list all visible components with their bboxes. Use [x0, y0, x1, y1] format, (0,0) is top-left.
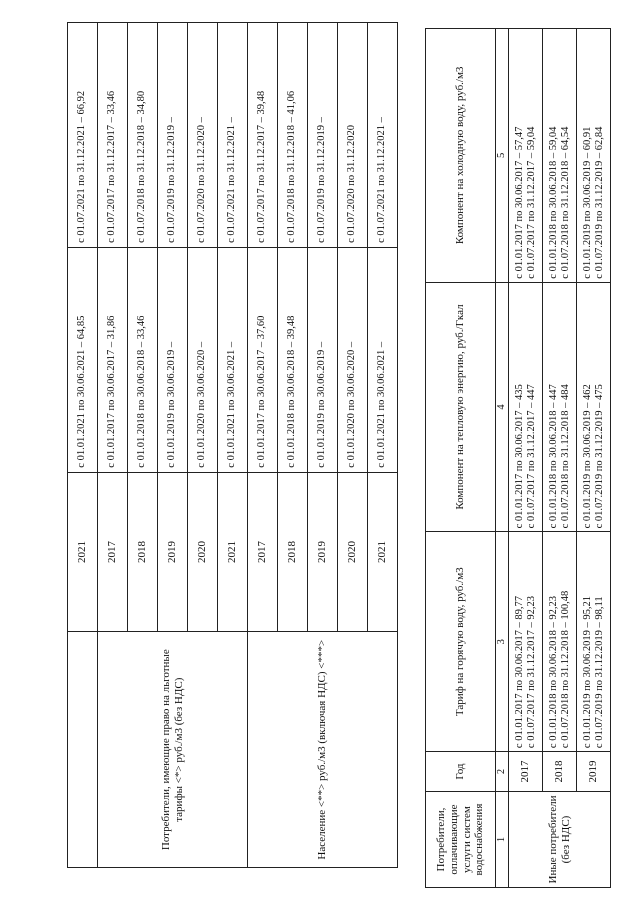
value-second-half: с 01.07.2018 по 31.12.2018 – 100,48: [559, 590, 571, 749]
header-year: Год: [426, 752, 496, 792]
table-row: [509, 29, 543, 888]
heat-cell: [577, 282, 611, 532]
value-second-half: с 01.07.2018 по 31.12.2018 – 484: [559, 384, 571, 529]
table-row: [248, 23, 278, 868]
year-cell: 2019: [308, 472, 338, 632]
group-label-other-consumers: Иные потребители (без НДС): [509, 792, 611, 888]
value-second-half: с 01.07.2019 по 31.12.2019 – 62,84: [593, 126, 605, 279]
column-number: 4: [496, 282, 509, 532]
cold-water-cell: [543, 29, 577, 283]
table-row: [68, 23, 98, 868]
heat-cell: [543, 282, 577, 532]
year-cell: 2021: [218, 472, 248, 632]
value-first-half: с 01.01.2018 по 30.06.2018 – 59,04: [547, 126, 559, 279]
table-row: [577, 29, 611, 888]
table-header-row: [426, 29, 496, 888]
value-first-half: с 01.01.2017 по 30.06.2017 – 435: [513, 384, 525, 529]
value-cell-second-half: с 01.07.2021 по 31.12.2021 – 66,92: [68, 23, 98, 248]
value-cell-second-half: с 01.07.2017 по 31.12.2017 – 39,48: [248, 23, 278, 248]
top-table-wrapper: [67, 22, 398, 868]
year-cell: 2020: [338, 472, 368, 632]
column-number: 3: [496, 532, 509, 752]
group-label-population: Население <**> руб./м3 (включая НДС) <***>: [248, 632, 398, 868]
value-first-half: с 01.01.2019 по 30.06.2019 – 462: [581, 384, 593, 529]
year-cell: 2021: [368, 472, 398, 632]
value-cell-second-half: с 01.07.2020 по 31.12.2020 –: [188, 23, 218, 248]
value-cell-first-half: с 01.01.2017 по 30.06.2017 – 31,86: [98, 247, 128, 472]
column-number: 1: [496, 792, 509, 888]
value-first-half: с 01.01.2017 по 30.06.2017 – 57,47: [513, 126, 525, 279]
value-cell-first-half: с 01.01.2020 по 30.06.2020 –: [188, 247, 218, 472]
value-second-half: с 01.07.2017 по 31.12.2017 – 92,23: [525, 596, 537, 749]
hot-water-tariff-table: [425, 28, 611, 888]
year-cell: 2019: [577, 752, 611, 792]
header-hot-water-tariff: Тариф на горячую воду, руб./м3: [426, 532, 496, 752]
year-cell: 2019: [158, 472, 188, 632]
year-cell: 2018: [278, 472, 308, 632]
value-cell-first-half: с 01.01.2018 по 30.06.2018 – 39,48: [278, 247, 308, 472]
value-second-half: с 01.07.2019 по 31.12.2019 – 475: [593, 384, 605, 529]
value-first-half: с 01.01.2018 по 30.06.2018 – 92,23: [547, 596, 559, 749]
year-cell: 2018: [128, 472, 158, 632]
value-cell-second-half: с 01.07.2021 по 31.12.2021 –: [218, 23, 248, 248]
value-second-half: с 01.07.2017 по 31.12.2017 – 59,04: [525, 126, 537, 279]
value-cell-first-half: с 01.01.2020 по 30.06.2020 –: [338, 247, 368, 472]
header-heat-component: Компонент на тепловую энергию, руб./Гкал: [426, 282, 496, 532]
group-label-privileged: Потребители, имеющие право на льготные тарифы <*> руб./м3 (без НДС): [98, 632, 248, 868]
value-second-half: с 01.07.2017 по 31.12.2017 – 447: [525, 384, 537, 529]
header-consumers: Потребители, оплачивающие услуги систем водоснабжения: [426, 792, 496, 888]
tariff-table-continued: [67, 22, 398, 868]
cold-water-cell: [509, 29, 543, 283]
value-first-half: с 01.01.2019 по 30.06.2019 – 95,21: [581, 596, 593, 749]
heat-cell: [509, 282, 543, 532]
value-first-half: с 01.01.2019 по 30.06.2019 – 60,91: [581, 126, 593, 279]
hot-water-cell: [543, 532, 577, 752]
value-second-half: с 01.07.2019 по 31.12.2019 – 98,11: [593, 596, 605, 749]
value-cell-first-half: с 01.01.2019 по 30.06.2019 –: [308, 247, 338, 472]
value-cell-first-half: с 01.01.2019 по 30.06.2019 –: [158, 247, 188, 472]
value-cell-second-half: с 01.07.2018 по 31.12.2018 – 41,06: [278, 23, 308, 248]
value-cell-second-half: с 01.07.2019 по 31.12.2019 –: [308, 23, 338, 248]
year-cell: 2017: [509, 752, 543, 792]
value-cell-second-half: с 01.07.2019 по 31.12.2019 –: [158, 23, 188, 248]
value-first-half: с 01.01.2017 по 30.06.2017 – 89,77: [513, 596, 525, 749]
value-cell-second-half: с 01.07.2020 по 31.12.2020: [338, 23, 368, 248]
bottom-table-wrapper: [425, 28, 611, 888]
year-cell: 2021: [68, 472, 98, 632]
value-cell-second-half: с 01.07.2018 по 31.12.2018 – 34,80: [128, 23, 158, 248]
value-cell-second-half: с 01.07.2021 по 31.12.2021 –: [368, 23, 398, 248]
cold-water-cell: [577, 29, 611, 283]
table-row: [98, 23, 128, 868]
column-number-row: [496, 29, 509, 888]
value-cell-first-half: с 01.01.2021 по 30.06.2021 – 64,85: [68, 247, 98, 472]
value-cell-first-half: с 01.01.2017 по 30.06.2017 – 37,60: [248, 247, 278, 472]
year-cell: 2018: [543, 752, 577, 792]
year-cell: 2017: [248, 472, 278, 632]
value-cell-first-half: с 01.01.2021 по 30.06.2021 –: [218, 247, 248, 472]
value-first-half: с 01.01.2018 по 30.06.2018 – 447: [547, 384, 559, 529]
table-row: [543, 29, 577, 888]
hot-water-cell: [577, 532, 611, 752]
value-cell-first-half: с 01.01.2021 по 30.06.2021 –: [368, 247, 398, 472]
column-number: 5: [496, 29, 509, 283]
value-second-half: с 01.07.2018 по 31.12.2018 – 64,54: [559, 126, 571, 279]
year-cell: 2017: [98, 472, 128, 632]
value-cell-second-half: с 01.07.2017 по 31.12.2017 – 33,46: [98, 23, 128, 248]
year-cell: 2020: [188, 472, 218, 632]
column-number: 2: [496, 752, 509, 792]
hot-water-cell: [509, 532, 543, 752]
header-cold-water-component: Компонент на холодную воду, руб./м3: [426, 29, 496, 283]
value-cell-first-half: с 01.01.2018 по 30.06.2018 – 33,46: [128, 247, 158, 472]
